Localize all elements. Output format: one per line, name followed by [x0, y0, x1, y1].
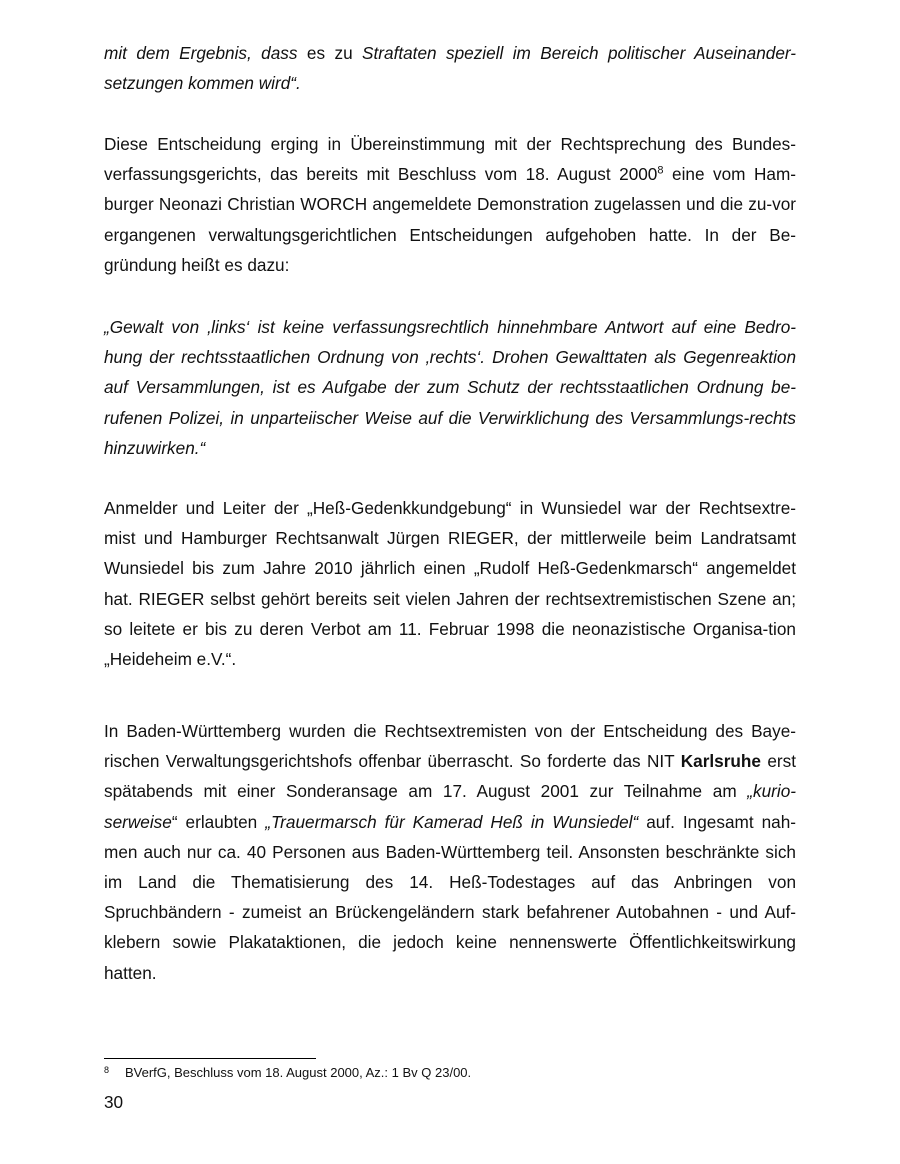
- quote-text: „Gewalt von ‚links‘ ist keine verfassungsrechtlich hinnehmbare Antwort auf eine Bedro-hung der rechtsstaatlichen Ordnung von ‚rechts‘. Drohen Gewalttaten als Gegenreaktion auf Versammlungen, ist es Aufgabe der zum Schutz der rechtsstaatlichen Ordnung be-rufenen Polizei, in unparteiischer Weise auf die Verwirklichung des Versammlungs-rechts hinzuwirken.“: [104, 317, 796, 458]
- footnote-reference-8[interactable]: 8: [657, 164, 664, 177]
- p4-text: Anmelder und Leiter der „Heß-Gedenkkundgebung“ in Wunsiedel war der Rechtsextre-mist und Hamburger Rechtsanwalt Jürgen RIEGER, der mittlerweile beim Landratsamt Wunsiedel bis zum Jahre 2010 jährlich einen „Rudolf Heß-Gedenkmarsch“ angemeldet hat. RIEGER selbst gehört bereits seit vielen Jahren der rechtsextremistischen Szene an; so leitete er bis zu deren Verbot am 11. Februar 1998 die neonazistische Organisa-tion „Heideheim e.V.“.: [104, 498, 796, 670]
- p5-text-a: In Baden-Württemberg wurden die Rechtsextremisten von der Entscheidung des Baye-rischen Verwaltungsgerichtshofs offenbar überrascht. So forderte das NIT: [104, 721, 796, 772]
- paragraph-2: [104, 129, 796, 280]
- paragraph-4: [104, 493, 796, 674]
- quote-paragraph: [104, 312, 796, 463]
- p5-text-e: “ erlaubten: [171, 811, 266, 832]
- paragraph-1: [104, 38, 796, 98]
- footnote-text: BVerfG, Beschluss vom 18. August 2000, Az.: 1 Bv Q 23/00.: [125, 1065, 472, 1080]
- p5-text-c: erst spätabends mit einer Sonderansage am 17. August 2001 zur Teilnahme am: [104, 751, 796, 802]
- p5-italic-d: „kurio-serweise: [104, 781, 796, 832]
- footnote-divider: [104, 1058, 316, 1059]
- p5-bold-karlsruhe: Karlsruhe: [680, 751, 761, 772]
- p5-italic-f: „Trauermarsch für Kamerad Heß in Wunsiedel“: [265, 811, 639, 832]
- p2-text-b: eine vom Ham-burger Neonazi Christian WORCH angemeldete Demonstration zugelassen und die zu-vor ergangenen verwaltungsgerichtlichen Entscheidungen aufgehoben hatte. In der Be-gründung heißt es dazu:: [104, 164, 796, 275]
- footnote-number: 8: [104, 1065, 110, 1075]
- p1-italic-a: mit dem Ergebnis, dass: [104, 43, 298, 63]
- page-number: 30: [104, 1092, 124, 1112]
- p2-text-a: Diese Entscheidung erging in Übereinstimmung mit der Rechtsprechung des Bundes-verfassungsgerichts, das bereits mit Beschluss vom 18. August 2000: [104, 134, 796, 185]
- p5-text-g: auf. Ingesamt nah-men auch nur ca. 40 Personen aus Baden-Württemberg teil. Ansonsten beschränkte sich im Land die Thematisierung des 14. Heß-Todestages auf das Anbringen von Spruchbändern - zumeist an Brückengeländern stark befahrener Autobahnen - und Auf-klebern sowie Plakataktionen, die jedoch keine nennenswerte Öffentlichkeitswirkung hatten.: [104, 811, 796, 983]
- paragraph-5: [104, 716, 796, 988]
- p1-text-b: es zu: [297, 43, 363, 63]
- p1-italic-c: Straftaten speziell im Bereich politischer Auseinander-setzungen kommen wird“.: [104, 43, 797, 94]
